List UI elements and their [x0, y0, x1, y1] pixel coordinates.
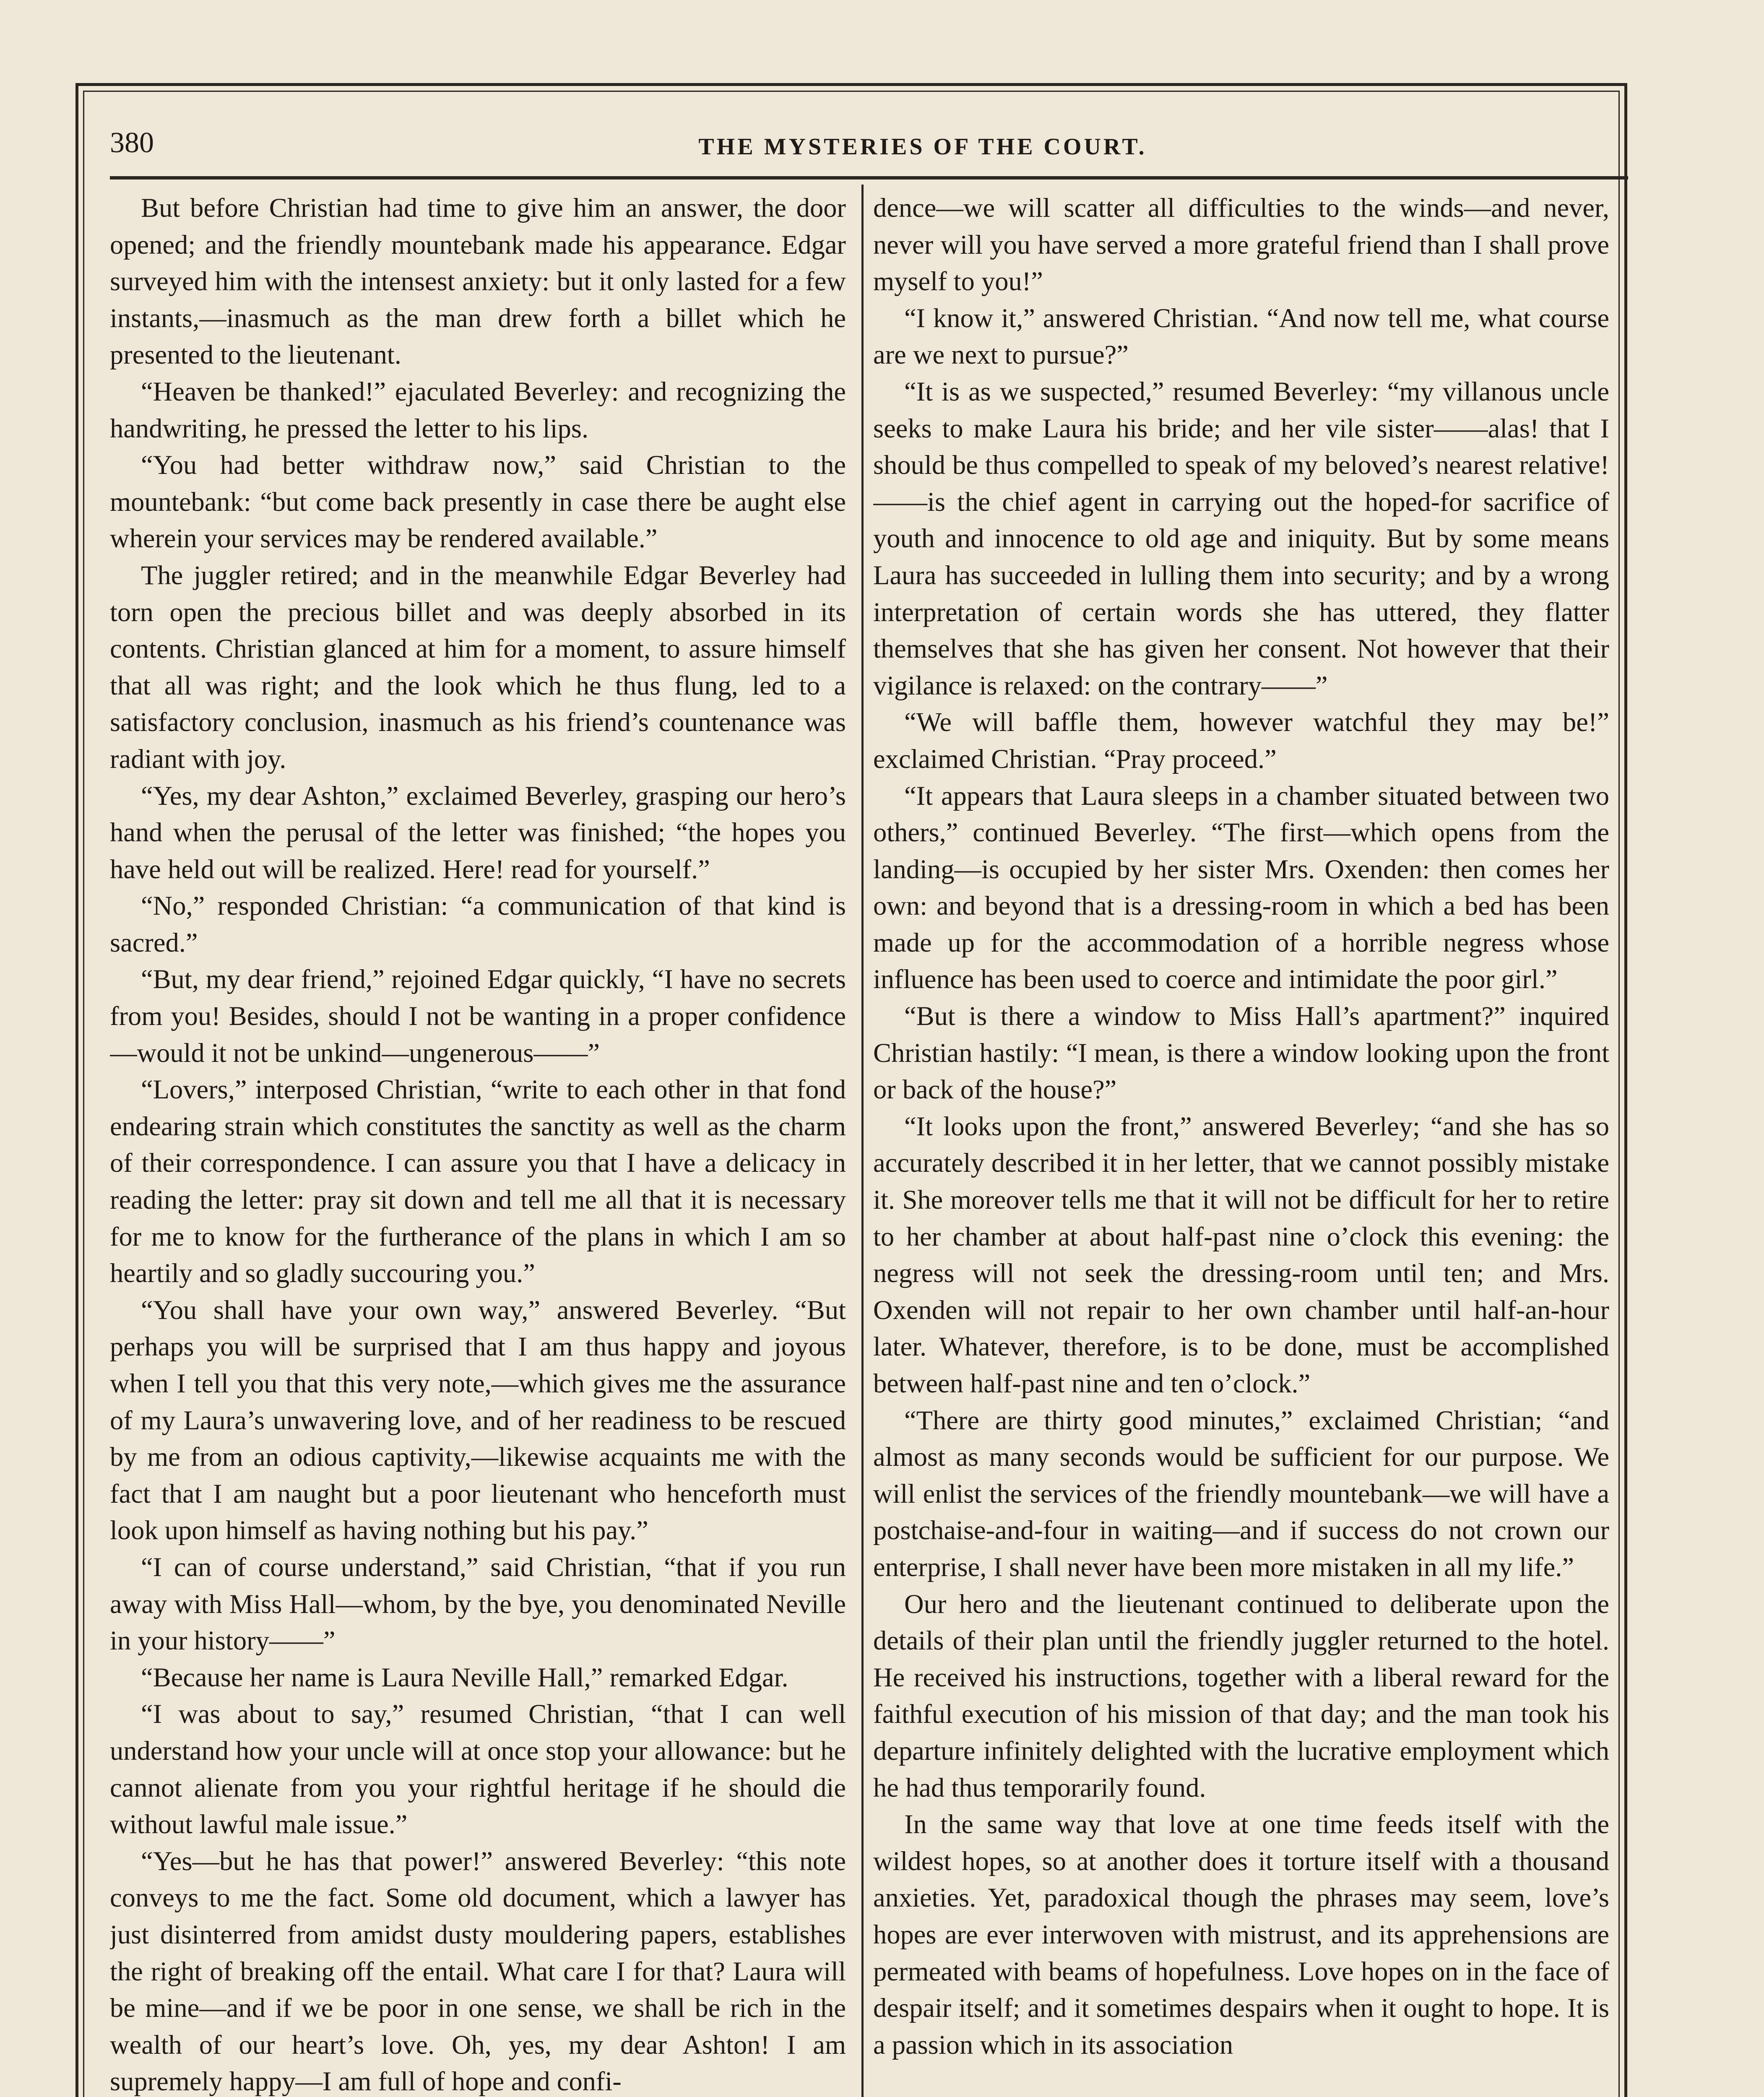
paragraph: “It appears that Laura sleeps in a chamber situated between two others,” continued Beverley. “The first—which opens from the landing—is occupied by her sister Mrs. Oxenden: then comes her own: and beyond that is a dressing-room in which a bed has been made up for the accommodation of a horrible negress whose influence has been used to coerce and intimidate the poor girl.” — [873, 781, 1609, 994]
paragraph: “I know it,” answered Christian. “And now tell me, what course are we next to pursue?” — [873, 303, 1609, 370]
page-number: 380 — [110, 127, 154, 159]
paragraph: But before Christian had time to give him an answer, the door opened; and the friendly mountebank made his appearance. Edgar surveyed him with the intensest anxiety: but it only lasted for a few instants,—inasmuch as the man drew forth a billet which he presented to the lieutenant. — [110, 193, 846, 370]
paragraph: “Yes—but he has that power!” answered Beverley: “this note conveys to me the fact. Some old document, which a lawyer has just disinterred from amidst dusty mouldering papers, establishes the right of breaking off the entail. What care I for that? Laura will be mine—and if we be poor in one sense, we shall be rich in the wealth of our heart’s love. Oh, yes, my dear Ashton! I am supremely happy—I am full of hope and confi- — [110, 1846, 846, 2097]
paragraph: “But, my dear friend,” rejoined Edgar quickly, “I have no secrets from you! Besides, should I not be wanting in a proper confidence—would it not be unkind—ungenerous——” — [110, 964, 846, 1068]
paragraph: “I can of course understand,” said Christian, “that if you run away with Miss Hall—whom, by the bye, you denominated Neville in your history——” — [110, 1552, 846, 1656]
paragraph: Our hero and the lieutenant continued to deliberate upon the details of their plan until the friendly juggler returned to the hotel. He received his instructions, together with a liberal reward for the faithful execution of his mission of that day; and the man took his departure infinitely delighted with the lucrative employment which he had thus temporarily found. — [873, 1589, 1609, 1803]
paragraph: “But is there a window to Miss Hall’s apartment?” inquired Christian hastily: “I mean, is there a window looking upon the front or back of the house?” — [873, 1001, 1609, 1105]
right-column — [873, 190, 1609, 2097]
left-column — [110, 190, 846, 2097]
paragraph: “Heaven be thanked!” ejaculated Beverley: and recognizing the handwriting, he pressed the letter to his lips. — [110, 376, 846, 443]
paragraph: “Lovers,” interposed Christian, “write to each other in that fond endearing strain which constitutes the sanctity as well as the charm of their correspondence. I can assure you that I have a delicacy in reading the letter: pray sit down and tell me all that it is necessary for me to know for the furtherance of the plans in which I am so heartily and so gladly succouring you.” — [110, 1075, 846, 1288]
paragraph: “I was about to say,” resumed Christian, “that I can well understand how your uncle will at once stop your allowance: but he cannot alienate from you your rightful heritage if he should die without lawful male issue.” — [110, 1699, 846, 1839]
paragraph: “There are thirty good minutes,” exclaimed Christian; “and almost as many seconds would be sufficient for our purpose. We will enlist the services of the friendly mountebank—we will have a postchaise-and-four in waiting—and if success do not crown our enterprise, I shall never have been more mistaken in all my life.” — [873, 1405, 1609, 1582]
paragraph: “We will baffle them, however watchful they may be!” exclaimed Christian. “Pray proceed.” — [873, 707, 1609, 774]
paragraph: The juggler retired; and in the meanwhile Edgar Beverley had torn open the precious billet and was deeply absorbed in its contents. Christian glanced at him for a moment, to assure himself that all was right; and the look which he thus flung, led to a satisfactory conclusion, inasmuch as his friend’s countenance was radiant with joy. — [110, 560, 846, 774]
paragraph: In the same way that love at one time feeds itself with the wildest hopes, so at another does it torture itself with a thousand anxieties. Yet, paradoxical though the phrases may seem, love’s hopes are ever interwoven with mistrust, and its apprehensions are permeated with beams of hopefulness. Love hopes on in the face of despair itself; and it sometimes despairs when it ought to hope. It is a passion which in its association — [873, 1809, 1609, 2060]
paragraph: “You shall have your own way,” answered Beverley. “But perhaps you will be surprised that I am thus happy and joyous when I tell you that this very note,—which gives me the assurance of my Laura’s unwavering love, and of her readiness to be rescued by me from an odious captivity,—likewise acquaints me with the fact that I am naught but a poor lieutenant who henceforth must look upon himself as having nothing but his pay.” — [110, 1295, 846, 1545]
header-rule — [110, 176, 1628, 180]
paragraph: “It looks upon the front,” answered Beverley; “and she has so accurately described it in her letter, that we cannot possibly mistake it. She moreover tells me that it will not be difficult for her to retire to her chamber at about half-past nine o’clock this evening: the negress will not seek the dressing-room until ten; and Mrs. Oxenden will not repair to her own chamber until half-an-hour later. Whatever, therefore, is to be done, must be accomplished between half-past nine and ten o’clock.” — [873, 1111, 1609, 1398]
paragraph: “It is as we suspected,” resumed Beverley: “my villanous uncle seeks to make Laura his bride; and her vile sister——alas! that I should be thus compelled to speak of my beloved’s nearest relative!——is the chief agent in carrying out the hoped-for sacrifice of youth and innocence to old age and iniquity. But by some means Laura has succeeded in lulling them into security; and by a wrong interpretation of certain words she has uttered, they flatter themselves that she has given her consent. Not however that their vigilance is relaxed: on the contrary——” — [873, 376, 1609, 700]
paragraph: “Yes, my dear Ashton,” exclaimed Beverley, grasping our hero’s hand when the perusal of the letter was finished; “the hopes you have held out will be realized. Here! read for yourself.” — [110, 781, 846, 884]
column-divider — [861, 185, 864, 2097]
running-head: THE MYSTERIES OF THE COURT. — [698, 134, 1147, 160]
paragraph-continuation: dence—we will scatter all difficulties to the winds—and never, never will you have served a more grateful friend than I shall prove myself to you!” — [873, 193, 1609, 297]
paragraph: “Because her name is Laura Neville Hall,” remarked Edgar. — [141, 1662, 788, 1692]
paragraph: “No,” responded Christian: “a communication of that kind is sacred.” — [110, 891, 846, 957]
paragraph: “You had better withdraw now,” said Christian to the mountebank: “but come back presently in case there be aught else wherein your services may be rendered available.” — [110, 450, 846, 554]
